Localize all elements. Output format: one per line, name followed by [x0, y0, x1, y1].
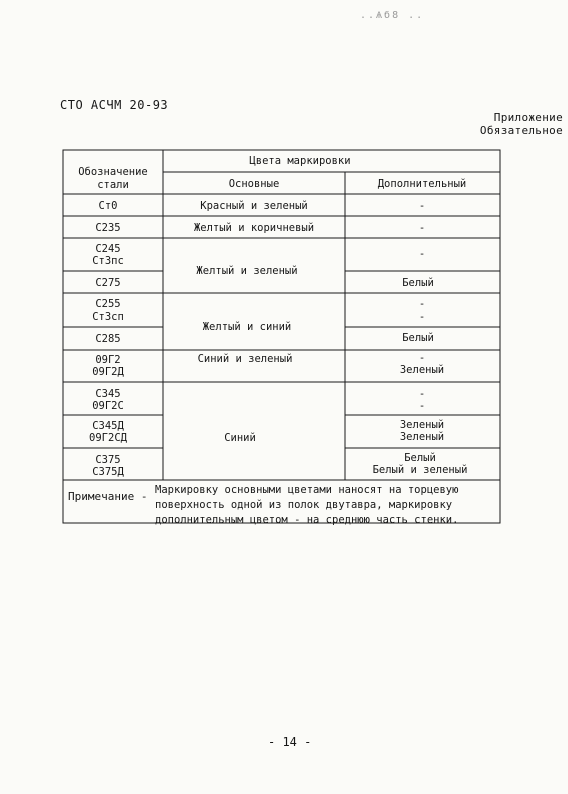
appendix-label: Приложение [493, 111, 563, 124]
header-main-colors: Основные [228, 178, 280, 190]
additional-color: - [418, 388, 426, 400]
main-color: Желтый и синий [202, 321, 292, 333]
header-marking-colors: Цвета маркировки [249, 155, 351, 167]
steel-grade: С285 [95, 333, 121, 345]
header-steel-line1: Обозначение [78, 166, 148, 178]
steel-grade: С275 [95, 277, 121, 289]
steel-grade: 09Г2Д [92, 366, 124, 378]
steel-grade: С345Д [92, 420, 124, 432]
steel-grade: С345 [95, 388, 121, 400]
steel-grade: С375Д [92, 466, 124, 478]
additional-color: Белый [402, 277, 434, 289]
additional-color: - [418, 200, 426, 212]
additional-color: - [418, 222, 426, 234]
scan-artifact: ..Ѧб8 .. [360, 10, 425, 21]
steel-grade: 09Г2СД [89, 432, 127, 444]
header-steel-line2: стали [97, 179, 129, 191]
steel-grade: С235 [95, 222, 121, 234]
steel-grade: С375 [95, 454, 121, 466]
additional-color: - [418, 248, 426, 260]
header-additional-color: Дополнительный [377, 178, 467, 190]
note-text: Маркировку основными цветами наносят на торцевую поверхность одной из полок двутавра, маркировку дополнительным цветом - на среднюю часть стенки. [155, 484, 459, 526]
main-color: Синий и зеленый [197, 353, 293, 365]
main-color: Синий [224, 432, 256, 444]
additional-color: Белый [404, 452, 436, 464]
steel-grade: Ст3сп [92, 311, 124, 323]
additional-color: Белый и зеленый [372, 464, 468, 476]
main-color: Желтый и зеленый [196, 265, 298, 277]
additional-color: Зеленый [399, 431, 445, 443]
additional-color: Зеленый [399, 364, 445, 376]
steel-grade: С255 [95, 298, 121, 310]
appendix-status: Обязательное [479, 124, 563, 137]
additional-color: - [418, 400, 426, 412]
steel-grade: Ст3пс [92, 255, 124, 267]
main-color: Красный и зеленый [200, 200, 308, 212]
steel-grade: 09Г2 [95, 354, 121, 366]
additional-color: - [418, 311, 426, 323]
main-color: Желтый и коричневый [193, 222, 315, 234]
additional-color: - [418, 298, 426, 310]
note-label: Примечание - [68, 490, 148, 503]
steel-grade: Ст0 [98, 200, 118, 212]
document-code: СТО АСЧМ 20-93 [60, 98, 169, 112]
additional-color: - [418, 352, 426, 364]
additional-color: Зеленый [399, 419, 445, 431]
additional-color: Белый [402, 332, 434, 344]
steel-grade: С245 [95, 243, 121, 255]
page-number: - 14 - [268, 735, 312, 749]
steel-grade: 09Г2С [92, 400, 124, 412]
